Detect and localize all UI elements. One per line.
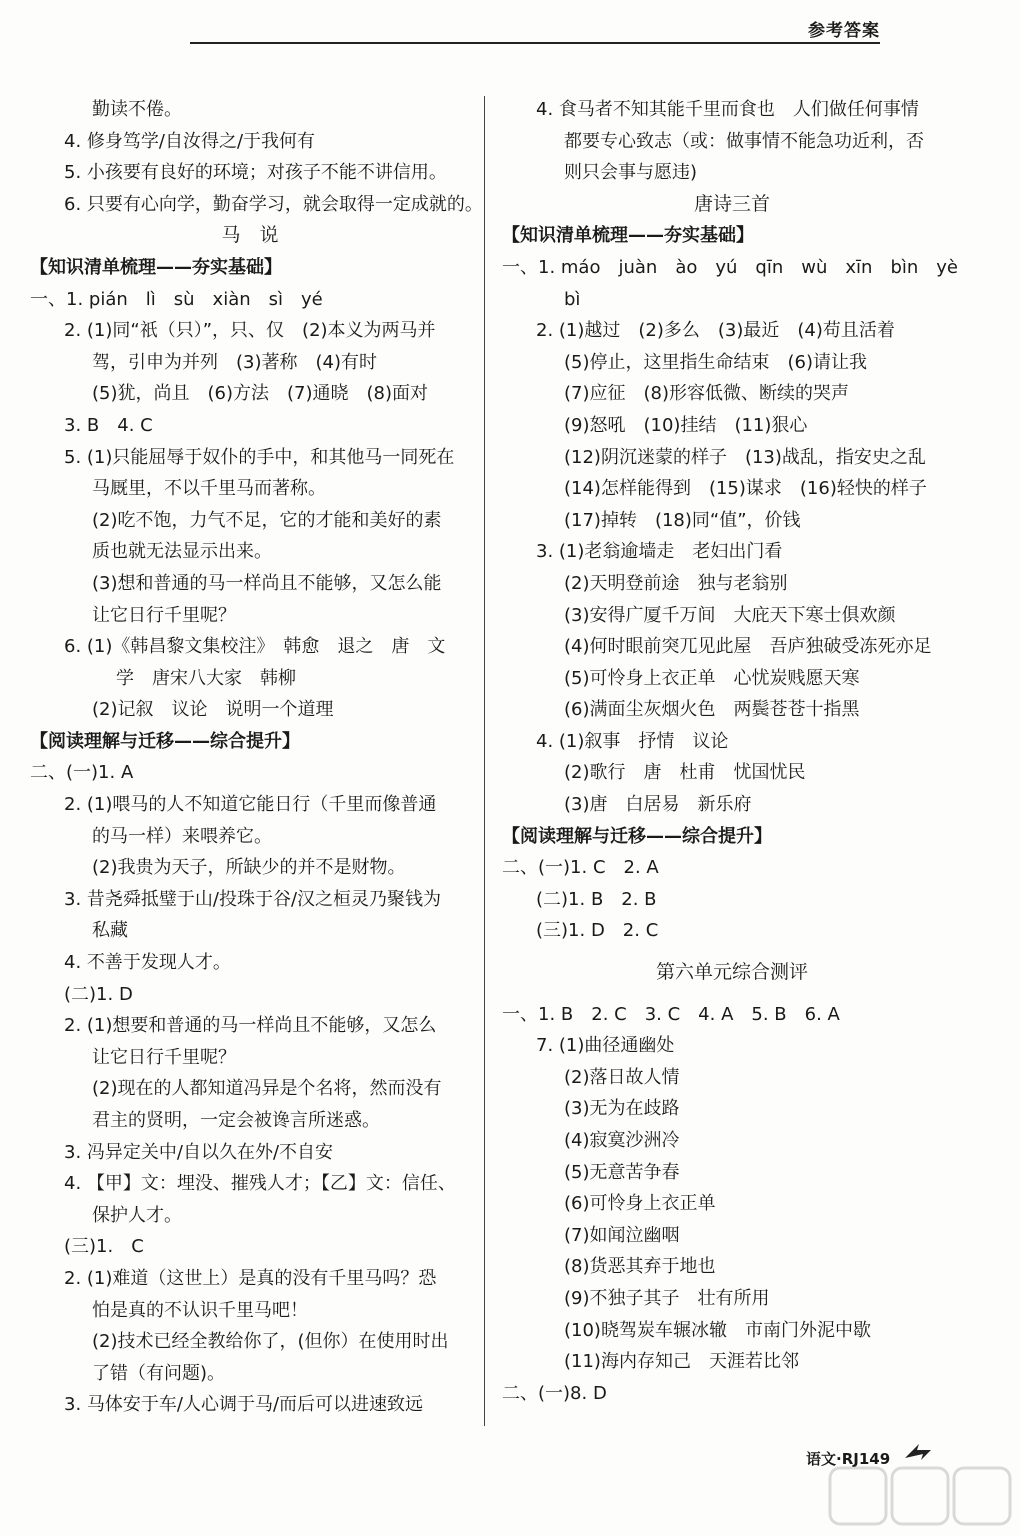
answer-line: 二、(一)8. D xyxy=(502,1382,607,1404)
answer-line: (6)满面尘灰烟火色 两鬓苍苍十指黑 xyxy=(564,699,860,721)
page-footer: 语文·RJ149 xyxy=(806,1450,891,1468)
answer-line: (9)怒吼 (10)挂结 (11)狠心 xyxy=(564,414,808,436)
answer-line: 3. 马体安于车/人心调于马/而后可以进速致远 xyxy=(64,1394,424,1416)
answer-line: 3. 昔尧舜抵璧于山/投珠于谷/汉之桓灵乃聚钱为 xyxy=(64,888,442,910)
answer-line: 的马一样）来喂养它。 xyxy=(92,825,272,847)
answer-line: 马厩里，不以千里马而著称。 xyxy=(92,478,326,500)
answer-line: (5)可怜身上衣正单 心忧炭贱愿天寒 xyxy=(564,667,860,689)
answer-line: (7)应征 (8)形容低微、断续的哭声 xyxy=(564,383,849,405)
answer-line: (14)怎样能得到 (15)谋求 (16)轻快的样子 xyxy=(564,478,927,500)
section-heading: 【知识清单梳理——夯实基础】 xyxy=(30,256,282,278)
answer-line: (2)我贵为天子，所缺少的并不是财物。 xyxy=(92,857,406,879)
answer-line: 4. 食马者不知其能千里而食也 人们做任何事情 xyxy=(536,99,919,120)
answer-line: 了错（有问题)。 xyxy=(92,1362,226,1384)
answer-line: 3. B 4. C xyxy=(64,414,153,436)
answer-line: 君主的贤明，一定会被谗言所迷惑。 xyxy=(92,1110,380,1131)
answer-line: (4)寂寞沙洲冷 xyxy=(564,1130,680,1151)
left-column xyxy=(30,94,483,1421)
answer-line: 2. (1)越过 (2)多么 (3)最近 (4)苟且活着 xyxy=(536,320,895,342)
section-heading: 【阅读理解与迁移——综合提升】 xyxy=(502,825,772,847)
answer-line: (2)落日故人情 xyxy=(564,1066,680,1088)
header-title: 参考答案 xyxy=(808,21,880,41)
section-title: 第六单元综合测评 xyxy=(655,961,808,984)
section-title: 马 说 xyxy=(221,224,279,247)
answer-line: 6. 只要有心向学，勤奋学习，就会取得一定成就的。 xyxy=(64,193,483,215)
answer-line: 一、1. máo juàn ào yú qīn wù xīn bìn yè xyxy=(502,256,959,278)
answer-line: (3)唐 白居易 新乐府 xyxy=(564,794,752,816)
answer-line: 5. 小孩要有良好的环境；对孩子不能不讲信用。 xyxy=(64,162,447,184)
header-rule xyxy=(190,42,880,44)
answer-line: (2)天明登前途 独与老翁别 xyxy=(564,572,788,594)
watermark-logo xyxy=(828,1466,1014,1532)
answer-line: 2. (1)难道（这世上）是真的没有千里马吗？恐 xyxy=(64,1267,437,1289)
answer-line: 学 唐宋八大家 韩柳 xyxy=(116,667,296,689)
answer-line: (2)吃不饱，力气不足，它的才能和美好的素 xyxy=(92,509,442,531)
answer-line: 都要专心致志（或：做事情不能急功近利，否 xyxy=(564,130,924,152)
answer-line: 6. (1)《韩昌黎文集校注》 韩愈 退之 唐 文 xyxy=(64,636,446,658)
section-heading: 【阅读理解与迁移——综合提升】 xyxy=(30,730,300,752)
answer-line: 怕是真的不认识千里马吧！ xyxy=(92,1299,308,1321)
answer-line: (7)如闻泣幽咽 xyxy=(564,1224,680,1246)
answer-line: 二、(一)1. A xyxy=(30,762,134,784)
answer-line: 4. 修身笃学/自汝得之/于我何有 xyxy=(64,130,316,152)
answer-line: (3)想和普通的马一样尚且不能够，又怎么能 xyxy=(92,572,442,594)
answer-line: (2)歌行 唐 杜甫 忧国忧民 xyxy=(564,762,806,784)
answer-line: 二、(一)1. C 2. A xyxy=(502,857,659,879)
answer-line: (三)1. C xyxy=(64,1236,144,1258)
footer-arrow-icon xyxy=(903,1440,933,1462)
answer-line: 一、1. B 2. C 3. C 4. A 5. B 6. A xyxy=(502,1003,840,1025)
answer-line: 私藏 xyxy=(92,920,128,942)
answer-line: 5. (1)只能屈辱于奴仆的手中，和其他马一同死在 xyxy=(64,446,455,468)
answer-line: 质也就无法显示出来。 xyxy=(92,541,272,563)
answer-line: 则只会事与愿违) xyxy=(564,162,698,184)
answer-line: (3)安得广厦千万间 大庇天下寒士俱欢颜 xyxy=(564,604,896,626)
answer-line: 一、1. pián lì sù xiàn sì yé xyxy=(30,288,323,310)
answer-line: (11)海内存知己 天涯若比邻 xyxy=(564,1351,799,1373)
answer-line: 让它日行千里呢？ xyxy=(92,604,236,626)
answer-line: 4. 【甲】文：埋没、摧残人才；【乙】文：信任、 xyxy=(64,1173,456,1195)
answer-line: 4. 不善于发现人才。 xyxy=(64,952,231,974)
answer-line: (17)掉转 (18)同“值”，价钱 xyxy=(564,509,801,531)
answer-line: (2)记叙 议论 说明一个道理 xyxy=(92,699,334,721)
answer-line: (9)不独子其子 壮有所用 xyxy=(564,1287,770,1309)
answer-line: 3. (1)老翁逾墙走 老妇出门看 xyxy=(536,541,783,563)
answer-line: (8)货恶其弃于地也 xyxy=(564,1256,716,1278)
answer-line: (三)1. D 2. C xyxy=(536,920,659,942)
answer-line: (5)犹，尚且 (6)方法 (7)通晓 (8)面对 xyxy=(92,383,428,405)
answer-line: (6)可怜身上衣正单 xyxy=(564,1193,716,1215)
answer-line: 2. (1)同“祇（只）”，只、仅 (2)本义为两马并 xyxy=(64,320,436,342)
answer-line: 驾，引申为并列 (3)著称 (4)有时 xyxy=(92,351,377,373)
answer-line: (5)无意苦争春 xyxy=(564,1161,680,1183)
answer-line: 7. (1)曲径通幽处 xyxy=(536,1035,675,1057)
answer-line: (12)阴沉迷蒙的样子 (13)战乱，指安史之乱 xyxy=(564,446,926,468)
right-column xyxy=(502,94,962,1409)
answer-line: bì xyxy=(564,288,581,310)
answer-line: (2)技术已经全教给你了，(但你）在使用时出 xyxy=(92,1331,449,1353)
answer-line: (5)停止，这里指生命结束 (6)请让我 xyxy=(564,351,867,373)
answer-line: (3)无为在歧路 xyxy=(564,1098,680,1120)
answer-line: (二)1. D xyxy=(64,983,133,1005)
answer-line: 2. (1)喂马的人不知道它能日行（千里而像普通 xyxy=(64,794,437,816)
answer-line: 保护人才。 xyxy=(92,1204,182,1226)
answer-line: 勤读不倦。 xyxy=(92,99,182,120)
answer-line: (4)何时眼前突兀见此屋 吾庐独破受冻死亦足 xyxy=(564,636,932,658)
answer-line: (2)现在的人都知道冯异是个名将，然而没有 xyxy=(92,1078,442,1100)
answer-line: (10)晓驾炭车辗冰辙 市南门外泥中歇 xyxy=(564,1319,871,1341)
answer-line: 让它日行千里呢？ xyxy=(92,1046,236,1068)
answer-line: (二)1. B 2. B xyxy=(536,888,657,910)
answer-line: 3. 冯异定关中/自以久在外/不自安 xyxy=(64,1141,334,1163)
answer-line: 2. (1)想要和普通的马一样尚且不能够，又怎么 xyxy=(64,1015,437,1037)
section-title: 唐诗三首 xyxy=(693,192,770,215)
column-divider xyxy=(484,96,485,1426)
answer-line: 4. (1)叙事 抒情 议论 xyxy=(536,730,729,752)
section-heading: 【知识清单梳理——夯实基础】 xyxy=(502,225,754,247)
